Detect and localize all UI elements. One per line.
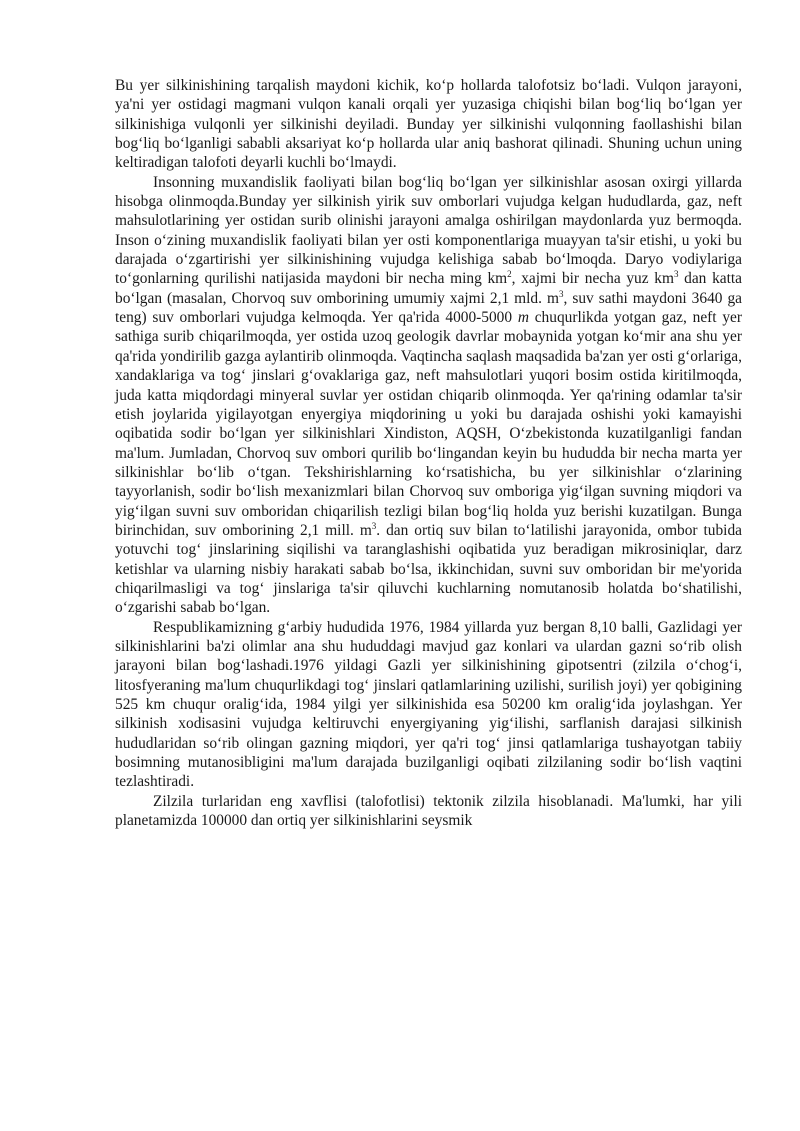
superscript: 3 <box>558 288 564 299</box>
paragraph-text: Respublikamizning gʻarbiy hududida 1976, 1984 yillarda yuz bergan 8,10 balli, Gazlidagi yer silkinishlarini ba'zi olimlar ana shu hududdagi mavjud gaz konlari va ulardan gazni soʻrib olish jarayoni bilan bogʻlashadi.1976 yildagi Gazli yer silkinishining gipotsentri (zilzila oʻchogʻi, litosfyeraning ma'lum chuqurlikdagi togʻ jinslari qatlamlarining uzilishi, surilish joyi) yer qobigining 525 km chuqur oraligʻida, 1984 yilgi yer silkinishida esa 50200 km oraligʻida joylashgan. Yer silkinish xodisasini vujudga keltiruvchi enyergiyaning yigʻilishi, sarflanish darajasi silkinish hududlaridan soʻrib olingan gazning miqdori, yer qa'ri togʻ jinsi qatlamlariga tushayotgan tabiiy bosimning mutanosibligini ma'lum darajada buzilganligi oqibati zilzilaning sodir boʻlish vaqtini tezlashtiradi. <box>115 618 742 791</box>
paragraph-4 <box>115 792 742 831</box>
paragraph-3 <box>115 618 742 792</box>
paragraph-1 <box>115 76 742 173</box>
paragraph-text: chuqurlikda yotgan gaz, neft yer sathiga surib chiqarilmoqda, yer ostida uzoq geologik davrlar mobaynida yotgan koʻmir ana shu yer qa'rida yondirilib gazga aylantirib olinmoqda. Vaqtincha saqlash maqsadida ba'zan yer osti gʻorlariga, xandaklariga va togʻ jinslari gʻovaklariga gaz, neft mahsulotlari yuqori bosim ostida kiritilmoqda, juda katta miqdordagi minyeral suvlar yer ostidan chiqarib olinmoqda. Yer qa'rining odamlar ta'sir etish joylarida yigilayotgan enyergiya miqdorining u yoki bu darajada oshishi yoki kamayishi oqibatida sodir boʻlgan yer silkinishlari Xindiston, AQSH, Oʻzbekistonda kuzatilganligi fandan ma'lum. Jumladan, Chorvoq suv ombori qurilib boʻlingandan keyin bu hududda bir necha marta yer silkinishlar boʻlib oʻtgan. Tekshirishlarning koʻrsatishicha, bu yer silkinishlar oʻzlarining tayyorlanish, sodir boʻlish mexanizmlari bilan Chorvoq suv omboriga yigʻilgan suvning miqdori va yigʻilgan suvni suv omboridan chiqarilish tezligi bilan bogʻliq holda yuz berishi kuzatilgan. Bunga birinchidan, suv omborining 2,1 mill. m <box>115 309 742 539</box>
paragraph-text: Bu yer silkinishining tarqalish maydoni kichik, koʻp hollarda talofotsiz boʻladi. Vulqon jarayoni, ya'ni yer ostidagi magmani vulqon kanali orqali yer yuzasiga chiqishi bilan bogʻliq boʻlgan yer silkinishiga vulqonli yer silkinishi deyiladi. Bunday yer silkinishi vulqonning faollashishi bilan bogʻliq boʻlganligi sababli aksariyat koʻp hollarda ular aniq bashorat qilinadi. Shuning uchun uning keltiradigan talofoti deyarli kuchli boʻlmaydi. <box>115 77 742 172</box>
superscript: 3 <box>673 269 679 280</box>
paragraph-text: Zilzila turlaridan eng xavflisi (talofotlisi) tektonik zilzila hisoblanadi. Ma'lumki, har yili planetamizda 100000 dan ortiq yer silkinishlarini seysmik <box>115 792 742 830</box>
paragraph-text: . dan ortiq suv bilan toʻlatilishi jarayonida, ombor tubida yotuvchi togʻ jinslarining siqilishi va taranglashishi oqibatida yuz beradigan mikrosiniqlar, darz ketishlar va ularning nisbiy harakati sabab boʻlsa, ikkinchidan, suvni suv omboridan bir me'yorida chiqarilmasligi va togʻ jinslariga ta'sir qiluvchi kuchlarning nomutanosib holatda boʻshatilishi, oʻzgarishi sabab boʻlgan. <box>115 521 742 617</box>
paragraph-text: , suv sathi maydoni 3640 ga teng) suv omborlari vujudga kelmoqda. Yer qa'rida 4000-5000 <box>115 289 743 327</box>
italic-unit: m <box>517 309 529 327</box>
paragraph-2 <box>115 173 742 618</box>
paragraph-text: , xajmi bir necha yuz km <box>511 270 674 288</box>
document-page <box>115 76 742 830</box>
superscript: 2 <box>507 269 512 280</box>
paragraph-text: Insonning muxandislik faoliyati bilan bogʻliq boʻlgan yer silkinishlar asosan oxirgi yillarda hisobga olinmoqda.Bunday yer silkinish yirik suv omborlari vujudga kelgan hududlarda, gaz, neft mahsulotlarining yer ostidan surib olinishi jarayoni amalga oshirilgan maydonlarda yuz bermoqda. Inson oʻzining muxandislik faoliyati bilan yer osti komponentlariga muayyan ta'sir etishi, u yoki bu darajada oʻzgartirishi yer silkinishining vujudga kelishiga sabab boʻlmoqda. Daryo vodiylariga toʻgonlarning qurilishi natijasida maydoni bir necha ming km <box>115 173 742 288</box>
paragraph-text: dan katta boʻlgan (masalan, Chorvoq suv omborining umumiy xajmi 2,1 mld. m <box>115 270 742 307</box>
superscript: 3 <box>371 520 377 531</box>
